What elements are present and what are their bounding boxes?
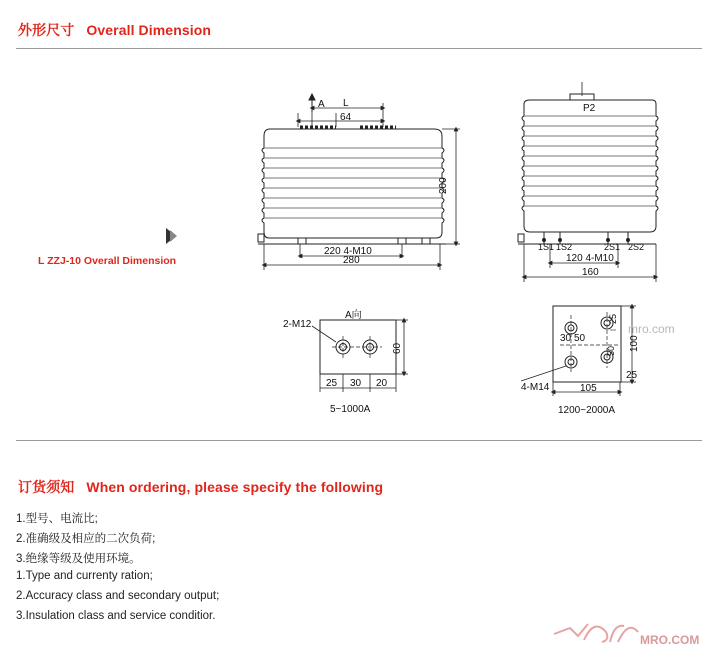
- dim-front-height: 200: [438, 177, 449, 194]
- requirement-item-cn-2: 2.准确级及相应的二次负荷;: [16, 533, 156, 545]
- detail-a-title: A向: [345, 310, 362, 321]
- detail-a-hole-label: 2-M12: [283, 319, 312, 330]
- detail-large-dim-30: 30: [560, 333, 572, 344]
- requirement-item-en-2: 2.Accuracy class and secondary output;: [16, 590, 220, 602]
- section-heading-ordering: [18, 477, 383, 497]
- requirement-item-en-3: 3.Insulation class and service conditior.: [16, 610, 216, 622]
- terminal-1s2: 1S2: [556, 242, 573, 252]
- requirement-item-cn-3: 3.绝缘等级及使用环境。: [16, 553, 141, 565]
- detail-a-dim-25: 25: [326, 378, 338, 389]
- terminal-2s1: 2S1: [604, 242, 621, 252]
- detail-large-hole-label: 4-M14: [521, 382, 550, 393]
- detail-a-dim-20: 20: [376, 378, 388, 389]
- label-l: L: [343, 98, 349, 109]
- divider-middle: [16, 440, 702, 441]
- heading-cn: 外形尺寸: [18, 22, 75, 38]
- detail-large-height: 100: [629, 335, 640, 352]
- dim-side-bolt: 120 4-M10: [566, 253, 614, 264]
- label-p2: P2: [583, 103, 596, 114]
- dim-64: 64: [340, 112, 352, 123]
- detail-a-caption: 5~1000A: [330, 404, 371, 415]
- heading-en: Overall Dimension: [86, 22, 212, 38]
- watermark-site: mro.com: [628, 322, 675, 336]
- detail-a-height: 60: [392, 342, 403, 354]
- label-a: A: [318, 99, 325, 110]
- detail-large-dim-50-side: 50: [606, 345, 616, 356]
- ordering-heading-cn: 订货须知: [18, 479, 75, 495]
- dim-front-bolt: 220 4-M10: [324, 246, 372, 257]
- requirement-item-en-1: 1.Type and currenty ration;: [16, 570, 153, 582]
- watermark-logo-text: MRO.COM: [640, 633, 700, 647]
- dim-side-width: 160: [582, 267, 599, 278]
- detail-large-dim-25-bottom: 25: [626, 370, 638, 381]
- terminal-1s1: 1S1: [538, 242, 555, 252]
- front-view: [258, 94, 460, 270]
- detail-large-caption: 1200~2000A: [558, 405, 616, 416]
- dim-front-width: 280: [343, 255, 360, 266]
- detail-large-dim-25-top: 25: [608, 313, 618, 324]
- terminal-2s2: 2S2: [628, 242, 645, 252]
- ordering-heading-en: When ordering, please specify the following: [86, 479, 384, 495]
- detail-large-width: 105: [580, 383, 597, 394]
- requirement-item-cn-1: 1.型号、电流比;: [16, 513, 98, 525]
- detail-a-dim-30: 30: [350, 378, 362, 389]
- detail-large-dim-50: 50: [574, 333, 586, 344]
- model-label: L ZZJ-10 Overall Dimension: [38, 255, 177, 267]
- pointer-arrow-icon: [166, 228, 177, 244]
